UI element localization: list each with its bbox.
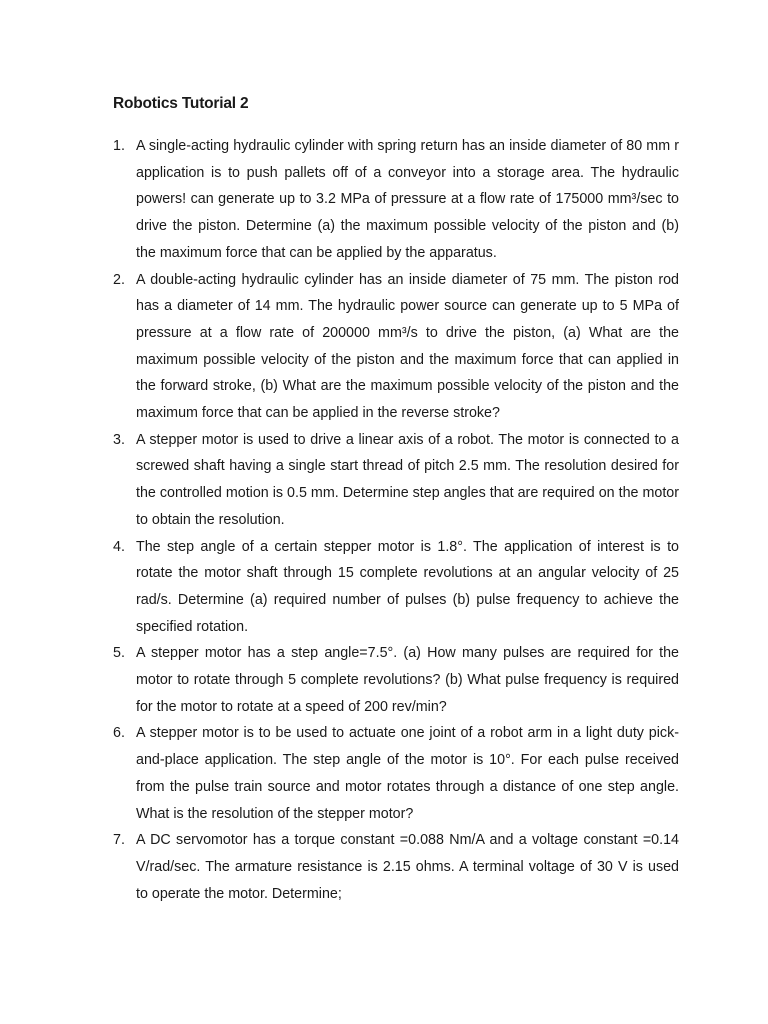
question-text: A single-acting hydraulic cylinder with spring return has an inside diameter of 80 mm r application is to push pallets off of a conveyor into a storage area. The hydraulic powers! can generate up to 3.2 MPa of pressure at a flow rate of 175000 mm³/sec to drive the piston. Determine (a) the maximum possible velocity of the piston and (b) the maximum force that can be applied by the apparatus. (136, 138, 679, 261)
question-item-5 (113, 640, 679, 720)
question-text: The step angle of a certain stepper motor is 1.8°. The application of interest is to rotate the motor shaft through 15 complete revolutions at an angular velocity of 25 rad/s. Determine (a) required number of pulses (b) pulse frequency to achieve the specified rotation. (136, 538, 679, 635)
question-text: A double-acting hydraulic cylinder has an inside diameter of 75 mm. The piston rod has a diameter of 14 mm. The hydraulic power source can generate up to 5 MPa of pressure at a flow rate of 200000 mm³/s to drive the piston, (a) What are the maximum possible velocity of the piston and the maximum force that can applied in the forward stroke, (b) What are the maximum possible velocity of the piston and the maximum force that can be applied in the reverse stroke? (136, 271, 679, 422)
question-item-2 (113, 267, 679, 427)
question-text: A stepper motor has a step angle=7.5°. (a) How many pulses are required for the motor to rotate through 5 complete revolutions? (b) What pulse frequency is required for the motor to rotate at a speed of 200 rev/min? (136, 645, 679, 715)
question-item-4 (113, 534, 679, 641)
question-number: 3. (113, 431, 125, 448)
question-list (113, 133, 679, 907)
question-number: 2. (113, 271, 125, 288)
question-text: A DC servomotor has a torque constant =0.088 Nm/A and a voltage constant =0.14 V/rad/sec. The armature resistance is 2.15 ohms. A terminal voltage of 30 V is used to operate the motor. Determine; (136, 832, 679, 902)
question-item-3 (113, 427, 679, 534)
question-number: 1. (113, 138, 125, 154)
question-number: 4. (113, 538, 125, 555)
question-text: A stepper motor is to be used to actuate one joint of a robot arm in a light duty pick-and-place application. The step angle of the motor is 10°. For each pulse received from the pulse train source and motor rotates through a distance of one step angle. What is the resolution of the stepper motor? (136, 725, 679, 822)
question-number: 7. (113, 832, 125, 849)
question-text: A stepper motor is used to drive a linear axis of a robot. The motor is connected to a screwed shaft having a single start thread of pitch 2.5 mm. The resolution desired for the controlled motion is 0.5 mm. Determine step angles that are required on the motor to obtain the resolution. (136, 431, 679, 528)
question-number: 5. (113, 645, 125, 662)
question-number: 6. (113, 725, 125, 742)
document-title: Robotics Tutorial 2 (113, 95, 249, 112)
question-item-6 (113, 720, 679, 827)
question-item-7 (113, 827, 679, 907)
question-item-1 (113, 133, 679, 267)
